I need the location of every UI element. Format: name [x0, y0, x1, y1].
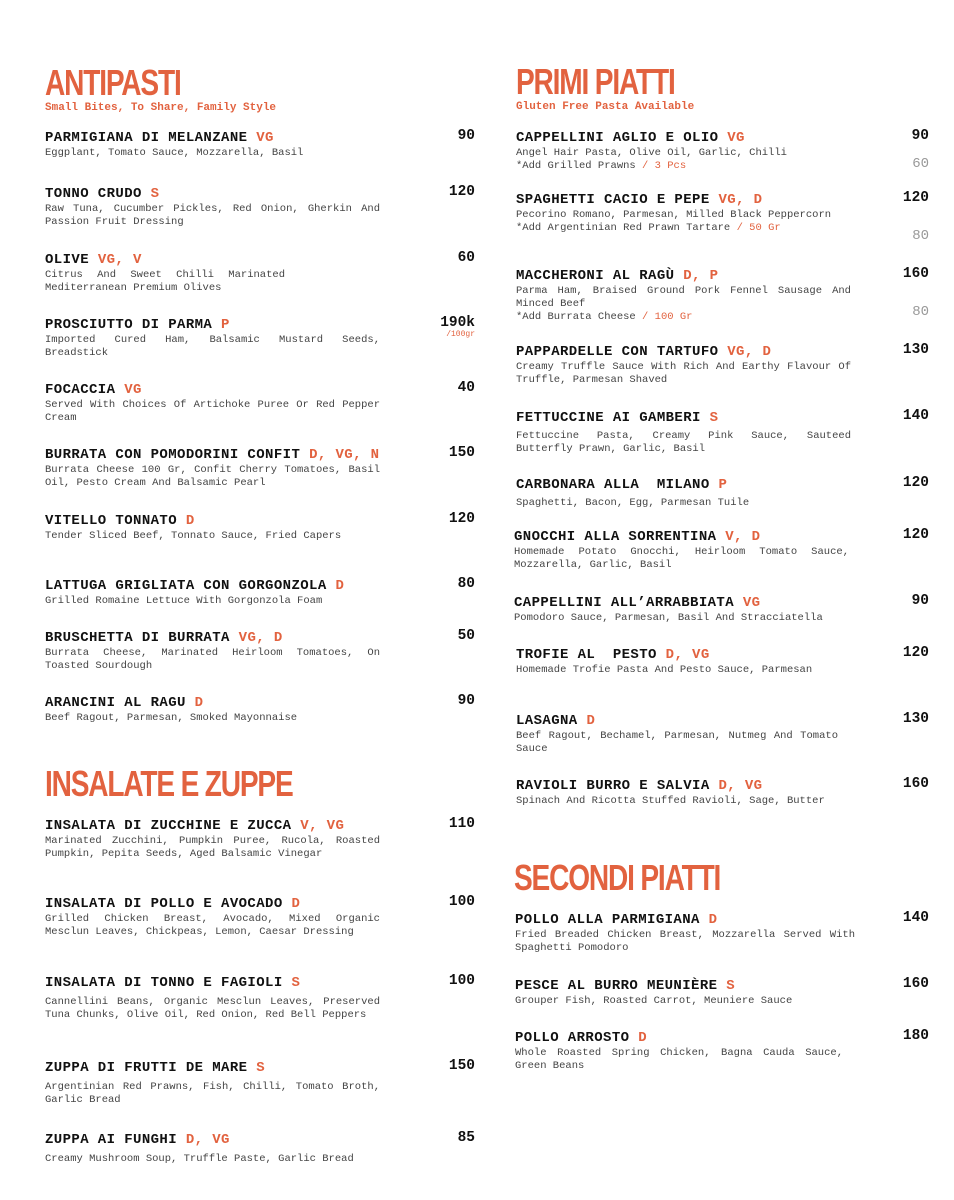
item-name: OLIVE VG, V: [45, 252, 142, 268]
item-tags: D: [708, 912, 718, 928]
menu-item: [45, 128, 475, 160]
item-description: Beef Ragout, Bechamel, Parmesan, Nutmeg And Tomato Sauce: [516, 730, 838, 755]
menu-item: [45, 380, 475, 425]
item-description: Burrata Cheese, Marinated Heirloom Tomatoes, On Toasted Sourdough: [45, 647, 380, 672]
item-description: Imported Cured Ham, Balsamic Mustard Seeds, Breadstick: [45, 334, 380, 359]
menu-item: [45, 184, 475, 229]
item-description: Fried Breaded Chicken Breast, Mozzarella Served With Spaghetti Pomodoro: [515, 929, 855, 954]
item-description: Raw Tuna, Cucumber Pickles, Red Onion, Gherkin And Passion Fruit Dressing: [45, 203, 380, 228]
item-tags: S: [709, 410, 719, 426]
item-name: POLLO ARROSTO D: [515, 1030, 648, 1046]
item-price: 40: [457, 380, 475, 396]
item-price: 90: [911, 128, 929, 144]
item-tags: V, D: [725, 529, 761, 545]
item-price: 150: [448, 1058, 475, 1074]
item-tags: D: [194, 695, 204, 711]
item-tags: VG: [727, 130, 745, 146]
item-description: Homemade Trofie Pasta And Pesto Sauce, Parmesan: [516, 664, 813, 676]
menu-item: [45, 1130, 475, 1166]
item-price: 120: [448, 184, 475, 200]
menu-item: [516, 475, 929, 510]
item-price: 160: [902, 976, 929, 992]
item-description: Homemade Potato Gnocchi, Heirloom Tomato Sauce, Mozzarella, Garlic, Basil: [514, 546, 849, 571]
item-description: Spinach And Ricotta Stuffed Ravioli, Sage, Butter: [516, 795, 825, 807]
item-name: FETTUCCINE AI GAMBERI S: [516, 410, 719, 426]
menu-item: [45, 973, 475, 1022]
item-price: 90: [911, 593, 929, 609]
menu-item: [515, 976, 929, 1008]
item-price: 140: [902, 408, 929, 424]
item-tags: P: [718, 477, 728, 493]
item-description: Spaghetti, Bacon, Egg, Parmesan Tuile: [516, 497, 750, 509]
item-description: Grouper Fish, Roasted Carrot, Meuniere Sauce: [515, 995, 793, 1007]
item-price: 160: [902, 776, 929, 792]
menu-item: [45, 511, 475, 543]
menu-item: [516, 776, 929, 808]
menu-item: [516, 266, 929, 324]
item-price: 130: [902, 711, 929, 727]
item-name: PROSCIUTTO DI PARMA P: [45, 317, 230, 333]
item-tags: P: [221, 317, 230, 333]
item-tags: D, VG: [718, 778, 763, 794]
item-tags: VG: [742, 595, 761, 611]
item-price: 120: [902, 527, 929, 543]
item-name: ZUPPA AI FUNGHI D, VG: [45, 1132, 230, 1148]
menu-item: [45, 628, 475, 673]
section-title-primi: PRIMI PIATTI: [516, 61, 675, 102]
item-tags: D: [586, 713, 596, 729]
menu-item: [516, 128, 929, 173]
item-tags: D, VG: [665, 647, 710, 663]
item-name: PESCE AL BURRO MEUNIÈRE S: [515, 978, 736, 994]
addon-price: 80: [912, 228, 929, 244]
menu-item: [516, 190, 929, 244]
item-price: 90: [457, 128, 475, 144]
item-name: INSALATA DI TONNO E FAGIOLI S: [45, 975, 301, 991]
item-price: 100: [448, 894, 475, 910]
menu-item: [45, 445, 475, 490]
item-description: Angel Hair Pasta, Olive Oil, Garlic, Chilli: [516, 147, 787, 159]
menu-item: [516, 408, 929, 456]
section-title-antipasti: ANTIPASTI: [45, 62, 181, 103]
item-tags: D: [335, 578, 345, 594]
menu-item: [516, 645, 929, 677]
menu-item: [45, 576, 475, 608]
item-description: Grilled Romaine Lettuce With Gorgonzola Foam: [45, 595, 323, 607]
item-name: PAPPARDELLE CON TARTUFO VG, D: [516, 344, 772, 360]
item-name: TONNO CRUDO S: [45, 186, 160, 202]
menu-item: [514, 593, 929, 625]
item-tags: S: [726, 978, 736, 994]
item-price: 120: [902, 645, 929, 661]
addon-price: 60: [912, 156, 929, 172]
item-price: 50: [457, 628, 475, 644]
item-name: PARMIGIANA DI MELANZANE VG: [45, 130, 274, 146]
menu-item: [45, 315, 475, 360]
item-price: 180: [902, 1028, 929, 1044]
item-tags: D: [291, 896, 301, 912]
item-price: 80: [457, 576, 475, 592]
item-name: VITELLO TONNATO D: [45, 513, 195, 529]
item-price: 160: [902, 266, 929, 282]
item-price: 60: [457, 250, 475, 266]
item-price: 100: [448, 973, 475, 989]
item-name: CAPPELLINI AGLIO E OLIO VG: [516, 130, 745, 146]
item-price: 110: [448, 816, 475, 832]
item-name: BRUSCHETTA DI BURRATA VG, D: [45, 630, 283, 646]
menu-item: [45, 894, 475, 939]
item-tags: D: [185, 513, 195, 529]
item-tags: VG: [124, 382, 142, 398]
item-price: 120: [902, 475, 929, 491]
item-description: Whole Roasted Spring Chicken, Bagna Cauda Sauce, Green Beans: [515, 1047, 843, 1072]
item-name: LASAGNA D: [516, 713, 596, 729]
item-tags: D, P: [683, 268, 719, 284]
section-title-secondi: SECONDI PIATTI: [514, 857, 721, 898]
item-description: Fettuccine Pasta, Creamy Pink Sauce, Sauteed Butterfly Prawn, Garlic, Basil: [516, 430, 851, 455]
menu-item: [516, 711, 929, 756]
item-tags: VG, D: [718, 192, 763, 208]
item-addon: *Add Grilled Prawns / 3 Pcs: [516, 160, 687, 172]
item-tags: VG, V: [97, 252, 142, 268]
item-name: MACCHERONI AL RAGÙ D, P: [516, 268, 719, 284]
menu-item: [515, 1028, 929, 1073]
price-unit: /100gr: [446, 330, 475, 339]
item-description: Marinated Zucchini, Pumpkin Puree, Rucola, Roasted Pumpkin, Pepita Seeds, Aged Balsamic Vinegar: [45, 835, 380, 860]
item-tags: D: [638, 1030, 648, 1046]
item-description: Burrata Cheese 100 Gr, Confit Cherry Tomatoes, Basil Oil, Pesto Cream And Balsamic Pearl: [45, 464, 380, 489]
item-name: ARANCINI AL RAGU D: [45, 695, 204, 711]
menu-item: [514, 527, 929, 572]
item-description: Grilled Chicken Breast, Avocado, Mixed Organic Mesclun Leaves, Chickpeas, Lemon, Caesar Dressing: [45, 913, 380, 938]
item-name: RAVIOLI BURRO E SALVIA D, VG: [516, 778, 763, 794]
item-description: Citrus And Sweet Chilli Marinated Mediterranean Premium Olives: [45, 269, 285, 294]
section-subtitle-antipasti: Small Bites, To Share, Family Style: [45, 102, 277, 114]
item-description: Argentinian Red Prawns, Fish, Chilli, Tomato Broth, Garlic Bread: [45, 1081, 380, 1106]
item-description: Creamy Mushroom Soup, Truffle Paste, Garlic Bread: [45, 1153, 354, 1165]
item-price: 85: [457, 1130, 475, 1146]
item-price: 90: [457, 693, 475, 709]
item-description: Creamy Truffle Sauce With Rich And Earthy Flavour Of Truffle, Parmesan Shaved: [516, 361, 851, 386]
item-name: FOCACCIA VG: [45, 382, 142, 398]
item-name: TROFIE AL PESTO D, VG: [516, 647, 710, 663]
item-tags: D, VG: [185, 1132, 230, 1148]
section-primi-header: [516, 61, 929, 114]
section-insalate-header: [45, 763, 475, 804]
item-tags: S: [291, 975, 301, 991]
menu-item: [45, 250, 475, 295]
menu-item: [45, 1058, 475, 1107]
item-name: CARBONARA ALLA MILANO P: [516, 477, 728, 493]
item-name: SPAGHETTI CACIO E PEPE VG, D: [516, 192, 763, 208]
item-description: Eggplant, Tomato Sauce, Mozzarella, Basil: [45, 147, 304, 159]
item-addon: *Add Argentinian Red Prawn Tartare / 50 Gr: [516, 222, 781, 234]
item-price: 190k /100gr: [440, 315, 475, 339]
item-tags: VG, D: [238, 630, 283, 646]
item-name: ZUPPA DI FRUTTI DE MARE S: [45, 1060, 266, 1076]
item-tags: D, VG, N: [309, 447, 380, 463]
item-name: CAPPELLINI ALL’ARRABBIATA VG: [514, 595, 761, 611]
item-price: 130: [902, 342, 929, 358]
item-name: BURRATA CON POMODORINI CONFIT D, VG, N: [45, 447, 380, 463]
item-description: Parma Ham, Braised Ground Pork Fennel Sausage And Minced Beef: [516, 285, 851, 310]
item-price: 150: [448, 445, 475, 461]
item-price: 140: [902, 910, 929, 926]
item-tags: S: [256, 1060, 266, 1076]
menu-item: [45, 816, 475, 861]
item-price: 120: [902, 190, 929, 206]
item-addon: *Add Burrata Cheese / 100 Gr: [516, 311, 693, 323]
menu-item: [515, 910, 929, 955]
section-title-insalate: INSALATE E ZUPPE: [45, 763, 293, 804]
item-tags: S: [150, 186, 160, 202]
item-name: POLLO ALLA PARMIGIANA D: [515, 912, 718, 928]
item-description: Served With Choices Of Artichoke Puree Or Red Pepper Cream: [45, 399, 380, 424]
item-name: INSALATA DI POLLO E AVOCADO D: [45, 896, 301, 912]
menu-item: [516, 342, 929, 387]
item-name: LATTUGA GRIGLIATA CON GORGONZOLA D: [45, 578, 345, 594]
item-name: GNOCCHI ALLA SORRENTINA V, D: [514, 529, 761, 545]
item-description: Cannellini Beans, Organic Mesclun Leaves, Preserved Tuna Chunks, Olive Oil, Red Onion, Red Bell Peppers: [45, 996, 380, 1021]
item-price: 120: [448, 511, 475, 527]
addon-price: 80: [912, 304, 929, 320]
item-name: INSALATA DI ZUCCHINE E ZUCCA V, VG: [45, 818, 345, 834]
section-antipasti-header: [45, 62, 475, 115]
section-subtitle-primi: Gluten Free Pasta Available: [516, 101, 695, 113]
menu-item: [45, 693, 475, 725]
item-description: Beef Ragout, Parmesan, Smoked Mayonnaise: [45, 712, 298, 724]
item-tags: V, VG: [300, 818, 345, 834]
item-description: Pecorino Romano, Parmesan, Milled Black Peppercorn: [516, 209, 832, 221]
item-description: Tender Sliced Beef, Tonnato Sauce, Fried Capers: [45, 530, 342, 542]
item-tags: VG, D: [727, 344, 772, 360]
item-tags: VG: [256, 130, 274, 146]
item-description: Pomodoro Sauce, Parmesan, Basil And Stracciatella: [514, 612, 823, 624]
section-secondi-header: [514, 857, 929, 898]
